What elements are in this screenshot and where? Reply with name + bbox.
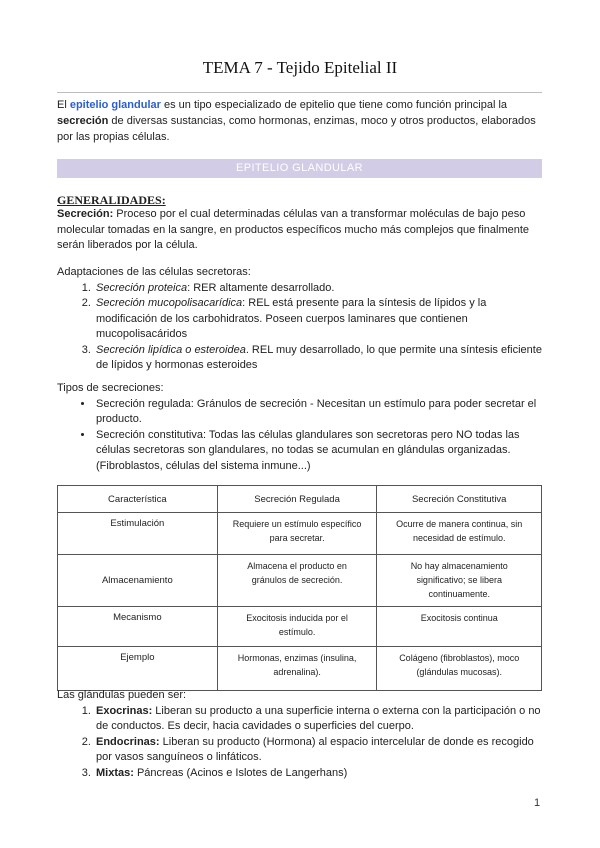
list-item: • Secreción constitutiva: Todas las células glandulares son secretoras pero NO todas las células secretoras son glandulares, no todas se acumulan en glándulas organizadas. (Fibroblastos, células del sistema inmune...) [94,428,545,475]
table-cell: Mecanismo [58,607,218,647]
title-divider [57,92,542,93]
table-cell: Exocitosis inducida por el estímulo. [217,607,377,647]
tipos-list [57,397,545,475]
adaptaciones-intro: Adaptaciones de las células secretoras: [57,266,251,278]
section-band: EPITELIO GLANDULAR [57,159,542,178]
comparison-table [57,485,542,691]
item-text: Liberan su producto (Hormona) al espacio intercelular de donde es recogido por vasos sanguíneos o linfáticos. [96,735,534,763]
table-cell: Estimulación [58,513,218,555]
table-row [58,513,542,555]
table-cell: Hormonas, enzimas (insulina, adrenalina). [217,647,377,691]
item-label: Mixtas: [96,766,134,779]
item-text: . REL muy desarrollado, lo que permite una síntesis eficiente de lípidos y hormonas esteroides [96,343,542,371]
glandulas-intro: Las glándulas pueden ser: [57,689,187,701]
table-cell: Ejemplo [58,647,218,691]
item-label: Secreción mucopolisacarídica [96,297,243,309]
table-cell: No hay almacenamiento significativo; se libera continuamente. [377,555,542,607]
intro-highlight: epitelio glandular [69,99,161,111]
list-item: • Secreción regulada: Gránulos de secreción - Necesitan un estímulo para poder secretar el producto. [94,397,545,428]
generalidades-heading: GENERALIDADES: [57,193,166,207]
tipos-intro: Tipos de secreciones: [57,382,164,394]
table-header-cell: Característica [58,486,218,513]
list-item [94,766,545,782]
adaptaciones-section [57,265,545,374]
table-cell: Colágeno (fibroblastos), moco (glándulas mucosas). [377,647,542,691]
table-header-cell: Secreción Constitutiva [377,486,542,513]
intro-bold: secreción [57,115,109,127]
secrecion-text: Proceso por el cual determinadas células van a transformar moléculas de bajo peso molecular tomadas en la sangre, en productos específicos mucho más complejos que finalmente serán liberados por la célula. [57,208,530,251]
secrecion-paragraph [57,207,542,254]
list-item [94,343,545,374]
intro-mid: es un tipo especializado de epitelio que tiene como función principal la [160,99,508,111]
table-header-cell: Secreción Regulada [217,486,377,513]
adaptaciones-list [57,281,545,374]
item-text: Liberan su producto a una superficie interna o externa con la participación o no de conductos. Es decir, hacia cavidades o superficies del cuerpo. [96,704,541,732]
table-cell: Exocitosis continua [377,607,542,647]
table-row [58,555,542,607]
intro-pre: El [57,99,70,111]
page-number: 1 [534,797,541,809]
intro-rest: de diversas sustancias, como hormonas, enzimas, moco y otros productos, elaborados por las propias células. [57,115,536,143]
item-text: Páncreas (Acinos e Islotes de Langerhans) [133,766,348,779]
item-label: Endocrinas: [96,735,160,748]
table-cell: Ocurre de manera continua, sin necesidad de estímulo. [377,513,542,555]
item-text: : RER altamente desarrollado. [187,281,335,294]
glandulas-section [57,688,545,781]
table-row [58,607,542,647]
glandulas-list [57,704,545,782]
item-text: : REL está presente para la síntesis de lípidos y la modificación de los carbohidratos. Poseen cuerpos laminares que contienen mucopolisacáridos [96,297,487,340]
item-label: Secreción lipídica o esteroidea [96,343,246,356]
table-header-row [58,486,542,513]
table-cell: Requiere un estímulo específico para secretar. [217,513,377,555]
table-cell: Almacenamiento [58,555,218,607]
list-item [94,704,545,735]
table-row [58,647,542,691]
item-label: Secreción proteica [96,281,188,294]
table-cell: Almacena el producto en gránulos de secreción. [217,555,377,607]
tipos-section [57,381,545,474]
item-label: Exocrinas: [96,704,153,717]
page-title: TEMA 7 - Tejido Epitelial II [202,58,398,77]
list-item [94,296,545,343]
secrecion-label: Secreción: [57,208,114,220]
list-item [94,735,545,766]
list-item [94,281,545,297]
intro-paragraph [57,97,545,145]
